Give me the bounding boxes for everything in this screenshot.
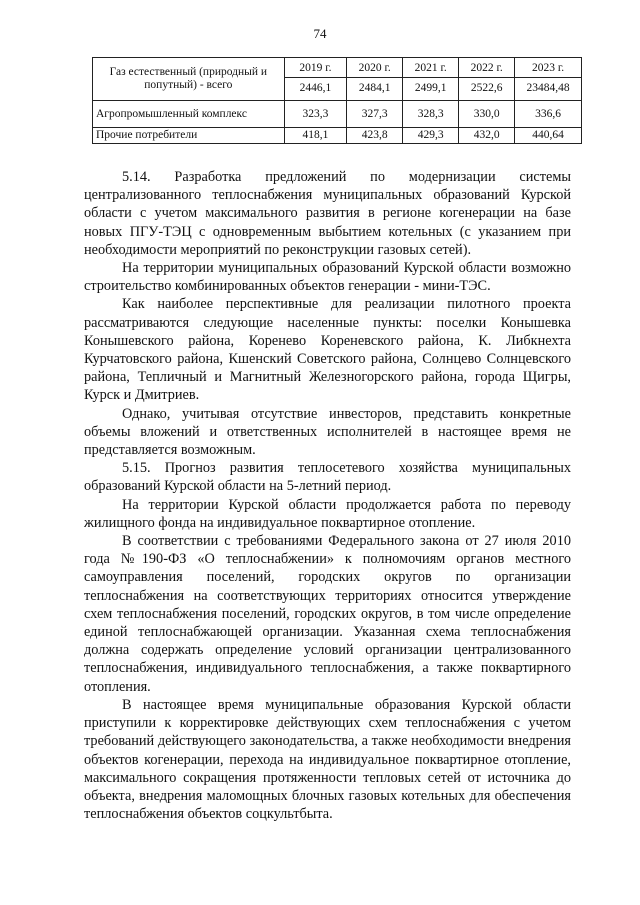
cell-value: 2446,1	[299, 81, 332, 94]
cell-value: 23484,48	[526, 81, 570, 94]
table-cell	[284, 58, 346, 101]
cell-value: 2499,1	[414, 81, 447, 94]
cell-value: 440,64	[515, 128, 582, 144]
year-header: 2023 г.	[515, 60, 581, 78]
row-label: Агропромышленный комплекс	[93, 101, 285, 128]
cell-value: 328,3	[403, 101, 459, 128]
paragraph: На территории муниципальных образований Курской области возможно строительство комбинированных объектов генерации - мини-ТЭС.	[84, 260, 571, 295]
row-label: Газ естественный (природный и попутный) - всего	[93, 58, 285, 101]
cell-value: 336,6	[515, 101, 582, 128]
table-row	[93, 58, 582, 101]
paragraph: Как наиболее перспективные для реализации пилотного проекта рассматриваются следующие населенные пункты: поселки Конышевка Конышевского района, Кореневo Кореневского района, К. Либкнехта Курчатовского района, Кшенский Советского района, Солнцево Солнцевского района, Тепличный и Магнитный Железногорского района, города Щигры, Курск и Дмитриев.	[84, 296, 571, 404]
gas-consumption-table	[92, 57, 582, 144]
cell-value: 432,0	[459, 128, 515, 144]
paragraph-5-14: 5.14. Разработка предложений по модернизации системы централизованного теплоснабжения муниципальных образований Курской области с учетом максимального развития в регионе когенерации на базе новых ПГУ-ТЭЦ с одновременным выбытием котельных (с указанием при необходимости мероприятий по реконструкции газовых сетей).	[84, 169, 571, 258]
year-header: 2021 г.	[403, 60, 458, 78]
page-number: 74	[313, 26, 327, 41]
year-header: 2022 г.	[459, 60, 514, 78]
table-cell	[515, 58, 582, 101]
cell-value: 423,8	[347, 128, 403, 144]
table-row	[93, 128, 582, 144]
paragraph: В соответствии с требованиями Федерального закона от 27 июля 2010 года №190-ФЗ «О теплоснабжении» к полномочиям органов местного самоуправления поселений, городских округов по организации теплоснабжения на соответствующих территориях относится утверждение схем теплоснабжения поселений, городских округов, в том числе определение единой теплоснабжающей организации. Указанная схема теплоснабжения должна содержать определение условий организации централизованного теплоснабжения, индивидуального теплоснабжения, а также поквартирного отопления.	[84, 533, 571, 695]
paragraph: В настоящее время муниципальные образования Курской области приступили к корректировке действующих схем теплоснабжения с учетом требований действующего законодательства, а также необходимости внедрения объектов когенерации, перехода на индивидуальное поквартирное отопление, максимального сокращения протяженности тепловых сетей от источника до объекта, внедрения маломощных блочных газовых котельных для обеспечения теплоснабжения объектов соцкультбыта.	[84, 696, 571, 823]
cell-value: 429,3	[403, 128, 459, 144]
paragraph: На территории Курской области продолжается работа по переводу жилищного фонда на индивидуальное поквартирное отопление.	[84, 496, 571, 531]
body-text	[84, 168, 571, 823]
cell-value: 323,3	[284, 101, 346, 128]
table-row	[93, 101, 582, 128]
table-cell	[347, 58, 403, 101]
cell-value: 2484,1	[358, 81, 391, 94]
year-header: 2020 г.	[347, 60, 402, 78]
cell-value: 418,1	[284, 128, 346, 144]
cell-value: 2522,6	[470, 81, 503, 94]
table-cell	[459, 58, 515, 101]
cell-value: 327,3	[347, 101, 403, 128]
paragraph-5-15: 5.15. Прогноз развития теплосетевого хозяйства муниципальных образований Курской области на 5-летний период.	[84, 460, 571, 495]
row-label: Прочие потребители	[93, 128, 285, 144]
cell-value: 330,0	[459, 101, 515, 128]
paragraph: Однако, учитывая отсутствие инвесторов, представить конкретные объемы вложений и ответственных исполнителей в настоящее время не представляется возможным.	[84, 405, 571, 459]
table-cell	[403, 58, 459, 101]
year-header: 2019 г.	[285, 60, 346, 78]
